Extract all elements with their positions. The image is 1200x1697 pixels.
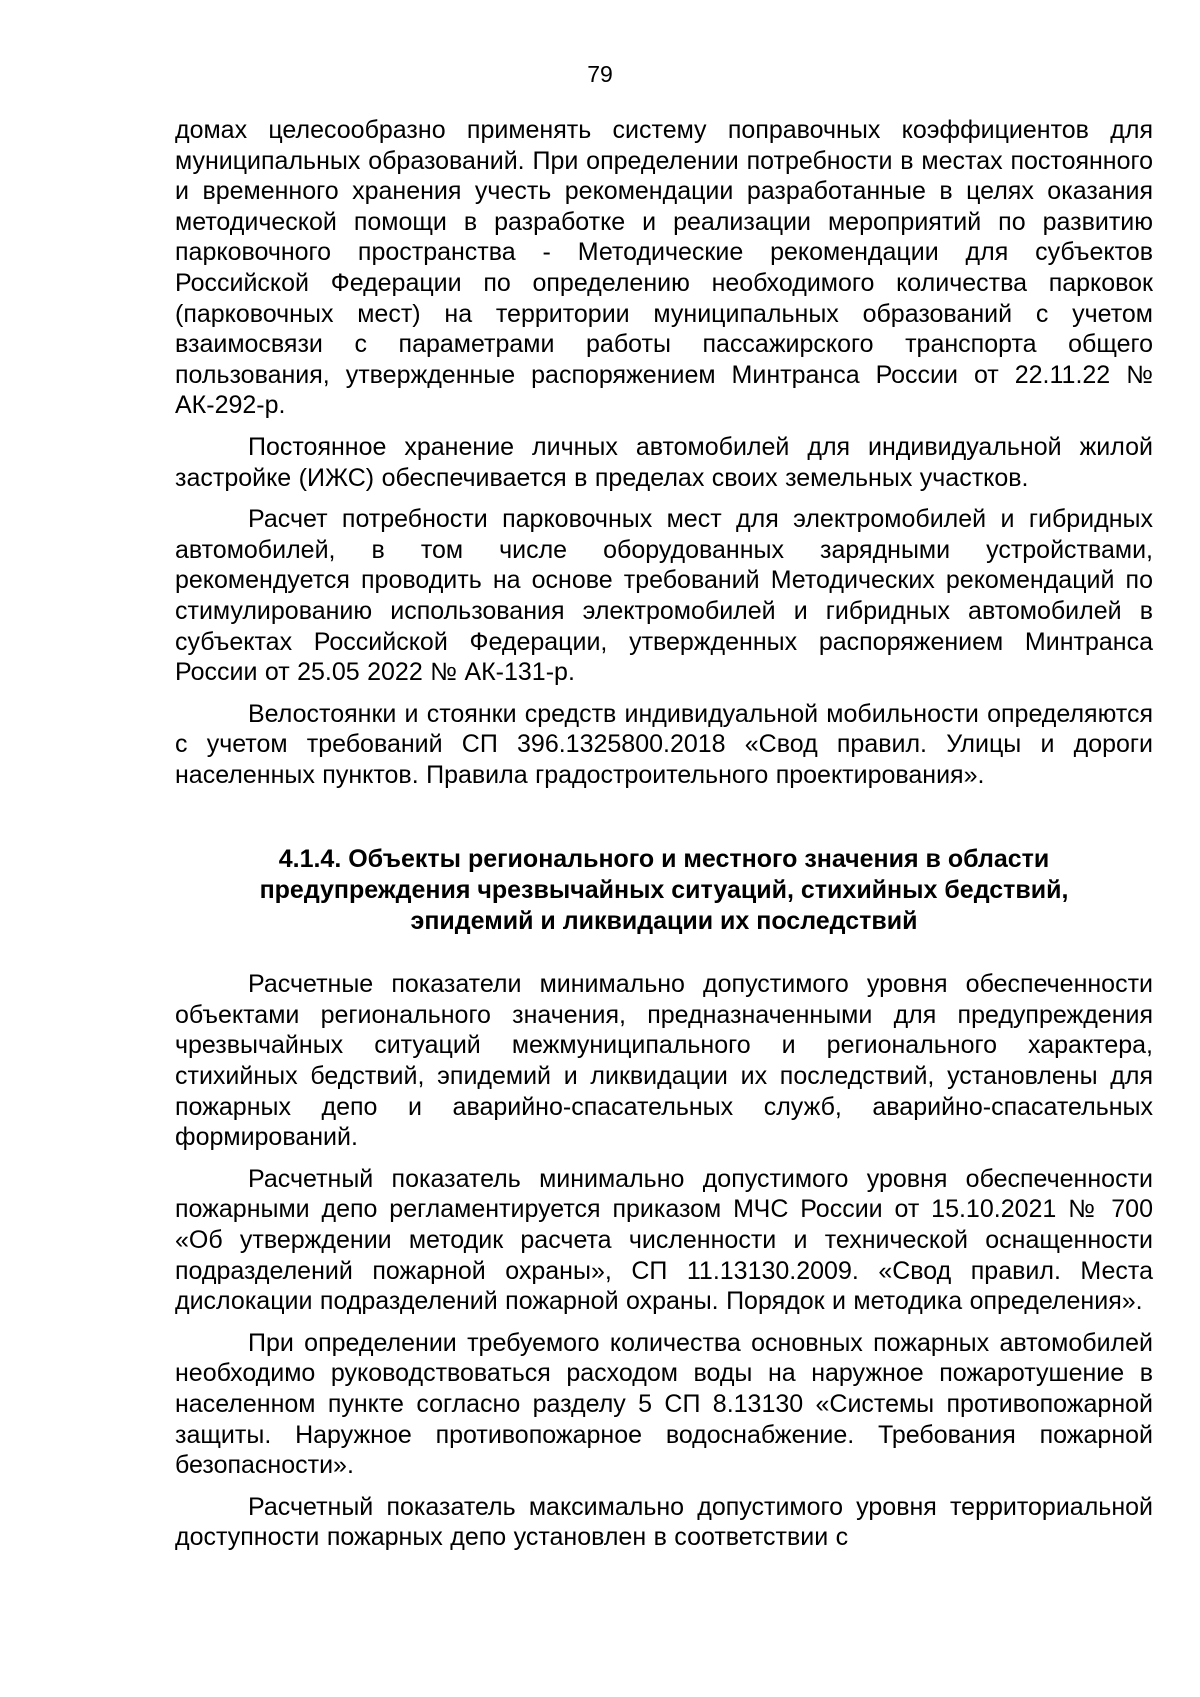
- paragraph-izhs-storage: Постоянное хранение личных автомобилей для индивидуальной жилой застройке (ИЖС) обеспечивается в пределах своих земельных участков.: [175, 432, 1153, 492]
- page-number: 79: [587, 61, 613, 87]
- paragraph-fire-depot-provision: Расчетный показатель минимально допустимого уровня обеспеченности пожарными депо регламентируется приказом МЧС России от 15.10.2021 № 700 «Об утверждении методик расчета численности и технической оснащенности подразделений пожарной охраны», СП 11.13130.2009. «Свод правил. Места дислокации подразделений пожарной охраны. Порядок и методика определения».: [175, 1164, 1153, 1316]
- section-heading-line: эпидемий и ликвидации их последствий: [410, 906, 918, 935]
- section-heading-line: 4.1.4. Объекты регионального и местного значения в области: [278, 845, 1050, 874]
- page-content: [175, 115, 1153, 1564]
- paragraph-bicycle-parking: Велостоянки и стоянки средств индивидуальной мобильности определяются с учетом требований СП 396.1325800.2018 «Свод правил. Улицы и дороги населенных пунктов. Правила градостроительного проектирования».: [175, 699, 1153, 789]
- paragraph-fire-depot-accessibility: Расчетный показатель максимально допустимого уровня территориальной доступности пожарных депо установлен в соответствии с: [175, 1492, 1153, 1552]
- paragraph-fire-vehicles: При определении требуемого количества основных пожарных автомобилей необходимо руководствоваться расходом воды на наружное пожаротушение в населенном пункте согласно разделу 5 СП 8.13130 «Системы противопожарной защиты. Наружное противопожарное водоснабжение. Требования пожарной безопасности».: [175, 1328, 1153, 1480]
- section-heading: [175, 844, 1153, 936]
- paragraph-electric-vehicles: Расчет потребности парковочных мест для электромобилей и гибридных автомобилей, в том числе оборудованных зарядными устройствами, рекомендуется проводить на основе требований Методических рекомендаций по стимулированию использования электромобилей и гибридных автомобилей в субъектах Российской Федерации, утвержденных распоряжением Минтранса России от 25.05 2022 № АК-131-р.: [175, 505, 1153, 687]
- paragraph-emergency-objects: Расчетные показатели минимально допустимого уровня обеспеченности объектами регионального значения, предназначенными для предупреждения чрезвычайных ситуаций межмуниципального и регионального характера, стихийных бедствий, эпидемий и ликвидации их последствий, установлены для пожарных депо и аварийно-спасательных служб, аварийно-спасательных формирований.: [175, 970, 1153, 1152]
- section-heading-line: предупреждения чрезвычайных ситуаций, стихийных бедствий,: [259, 876, 1069, 905]
- paragraph-continuation: домах целесообразно применять систему поправочных коэффициентов для муниципальных образований. При определении потребности в местах постоянного и временного хранения учесть рекомендации разработанные в целях оказания методической помощи в разработке и реализации мероприятий по развитию парковочного пространства - Методические рекомендации для субъектов Российской Федерации по определению необходимого количества парковок (парковочных мест) на территории муниципальных образований с учетом взаимосвязи с параметрами работы пассажирского транспорта общего пользования, утвержденные распоряжением Минтранса России от 22.11.22 № АК-292-р.: [175, 116, 1153, 420]
